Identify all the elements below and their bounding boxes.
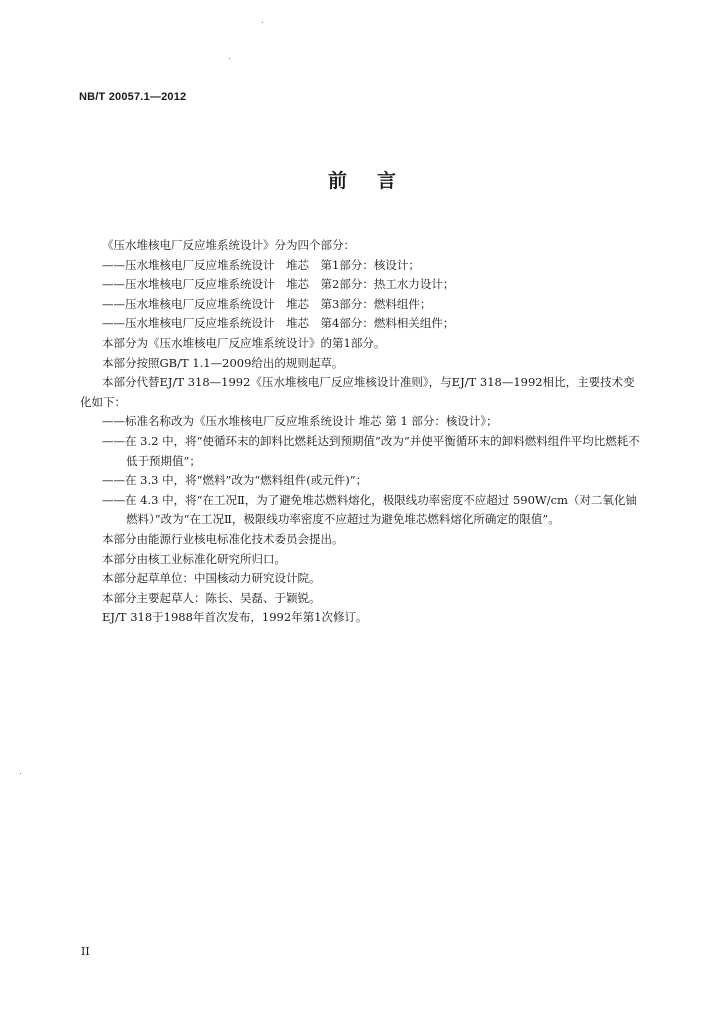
scan-speck <box>229 58 230 59</box>
list-item-change4: ——在 4.3 中，将“在工况Ⅱ，为了避免堆芯燃料熔化，极限线功率密度不应超过 590W/cm（对二氧化铀燃料）”改为“在工况Ⅱ，极限线功率密度不应超过为避免堆芯燃料熔化所确定的限值”。 <box>102 492 637 527</box>
paragraph-part-scope: 本部分为《压水堆核电厂反应堆系统设计》的第1部分。 <box>102 335 386 350</box>
list-item-part2: ——压水堆核电厂反应堆系统设计 堆芯 第2部分：热工水力设计； <box>102 277 455 292</box>
page-title: 前言 <box>327 170 426 192</box>
paragraph-drafters: 本部分主要起草人：陈长、吴磊、于颖锐。 <box>102 590 321 605</box>
list-item-part4: ——压水堆核电厂反应堆系统设计 堆芯 第4部分：燃料相关组件； <box>102 316 455 331</box>
document-body <box>80 236 645 628</box>
scan-speck <box>20 773 21 774</box>
scan-speck <box>262 22 263 23</box>
list-item-change3: ——在 3.3 中，将“燃料”改为“燃料组件(或元件)”； <box>102 473 368 488</box>
paragraph-drafting-rules: 本部分按照GB/T 1.1—2009给出的规则起草。 <box>102 355 344 370</box>
page-number: II <box>81 945 90 958</box>
list-item-part1: ——压水堆核电厂反应堆系统设计 堆芯 第1部分：核设计； <box>102 257 420 272</box>
paragraph-drafting-unit: 本部分起草单位：中国核动力研究设计院。 <box>102 571 321 586</box>
list-item-part3: ——压水堆核电厂反应堆系统设计 堆芯 第3部分：燃料组件； <box>102 296 432 311</box>
list-item-change1: ——标准名称改为《压水堆核电厂反应堆系统设计 堆芯 第 1 部分：核设计》； <box>102 414 498 429</box>
paragraph-centralized-by: 本部分由核工业标准化研究所归口。 <box>102 551 286 566</box>
paragraph-intro: 《压水堆核电厂反应堆系统设计》分为四个部分： <box>102 238 355 252</box>
standard-code: NB/T 20057.1—2012 <box>79 91 187 103</box>
paragraph-history: EJ/T 318于1988年首次发布，1992年第1次修订。 <box>102 610 368 625</box>
list-item-change2: ——在 3.2 中，将“使循环末的卸料比燃耗达到预期值”改为“并使平衡循环末的卸料燃料组件平均比燃耗不低于预期值”； <box>102 433 640 468</box>
paragraph-proposed-by: 本部分由能源行业核电标准化技术委员会提出。 <box>102 531 344 546</box>
paragraph-replaces: 本部分代替EJ/T 318—1992《压水堆核电厂反应堆核设计准则》，与EJ/T 318—1992相比，主要技术变化如下： <box>80 375 635 409</box>
